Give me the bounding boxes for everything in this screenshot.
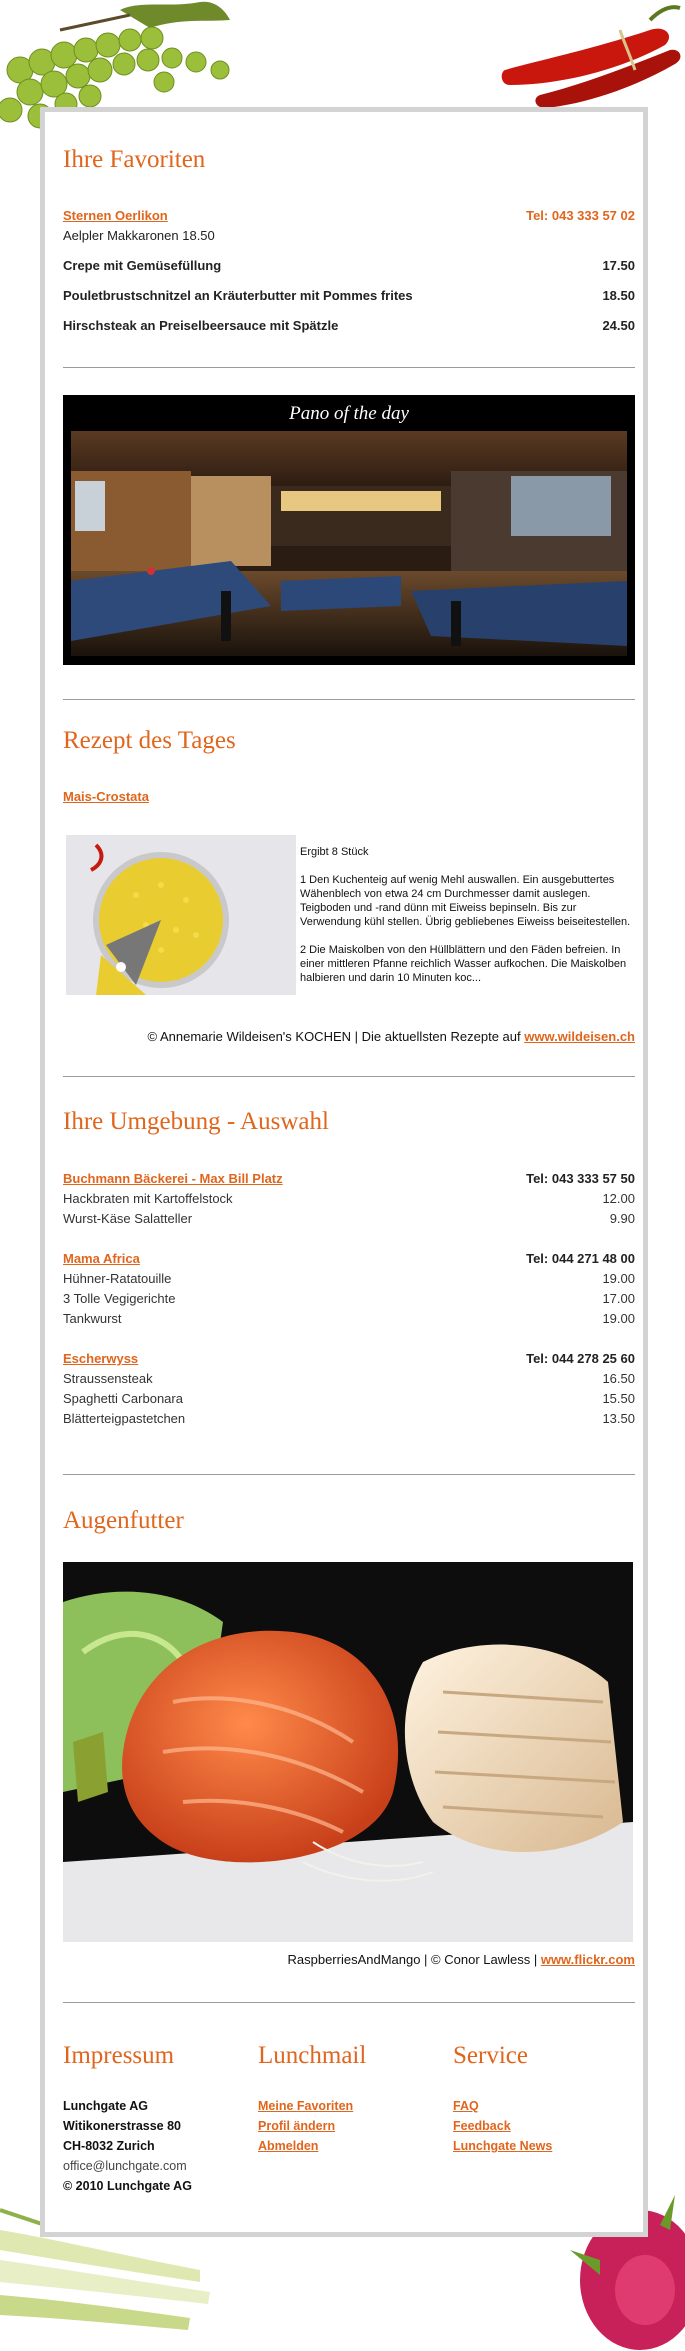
company-email[interactable]: office@lunchgate.com — [63, 2159, 187, 2173]
nearby-restaurant-row — [63, 1350, 635, 1368]
menu-item-row — [63, 1370, 635, 1388]
image-credit-text: RaspberriesAndMango | © Conor Lawless | — [287, 1952, 541, 1967]
menu-item-price: 19.00 — [602, 1271, 635, 1286]
menu-item-row — [63, 1410, 635, 1428]
menu-item-name: Spaghetti Carbonara — [63, 1391, 183, 1406]
menu-item-name: Tankwurst — [63, 1311, 122, 1326]
pano-restaurant-image[interactable] — [71, 431, 627, 656]
menu-item-price: 18.50 — [602, 288, 635, 303]
menu-item-price: 15.50 — [602, 1391, 635, 1406]
recipe-heading: Rezept des Tages — [63, 727, 236, 754]
section-divider — [63, 367, 635, 368]
menu-item-row — [63, 227, 635, 245]
footer-lunchmail — [258, 2042, 448, 2156]
menu-item-row — [63, 1310, 635, 1328]
edit-profile-link[interactable]: Profil ändern — [258, 2119, 336, 2133]
menu-item-row — [63, 317, 635, 335]
section-divider — [63, 1474, 635, 1475]
menu-item-name: Blätterteigpastetchen — [63, 1411, 186, 1426]
company-city: CH-8032 Zurich — [63, 2139, 155, 2153]
menu-item-name: Pouletbrustschnitzel an Kräuterbutter mit Pommes frites — [63, 288, 413, 303]
menu-item-row — [63, 1270, 635, 1288]
section-divider — [63, 1076, 635, 1077]
menu-item-price: 12.00 — [602, 1191, 635, 1206]
section-divider — [63, 2002, 635, 2003]
menu-item-name: Straussensteak — [63, 1371, 153, 1386]
menu-item-row — [63, 1190, 635, 1208]
pano-of-the-day[interactable] — [63, 395, 635, 665]
menu-item-price: 17.00 — [602, 1291, 635, 1306]
menu-item-price: 24.50 — [602, 318, 635, 333]
favorite-restaurant-tel: Tel: 043 333 57 02 — [526, 208, 635, 223]
nearby-heading: Ihre Umgebung - Auswahl — [63, 1108, 329, 1135]
menu-item-row — [63, 1210, 635, 1228]
menu-item-name: 3 Tolle Vegigerichte — [63, 1291, 176, 1306]
section-divider — [63, 699, 635, 700]
menu-item-name: Crepe mit Gemüsefüllung — [63, 258, 222, 273]
nearby-restaurant-row — [63, 1170, 635, 1188]
recipe-credit-text: © Annemarie Wildeisen's KOCHEN | Die aktuellsten Rezepte auf — [147, 1029, 525, 1044]
recipe-description — [300, 845, 636, 999]
image-credit — [287, 1952, 635, 1967]
lunchgate-news-link[interactable]: Lunchgate News — [453, 2139, 553, 2153]
copyright: © 2010 Lunchgate AG — [63, 2179, 192, 2193]
nearby-restaurant-link[interactable]: Mama Africa — [63, 1251, 140, 1266]
footer-impressum — [63, 2042, 253, 2196]
favorite-restaurant-link[interactable]: Sternen Oerlikon — [63, 208, 168, 223]
recipe-step: 1 Den Kuchenteig auf wenig Mehl auswallen. Ein ausgebuttertes Wähenblech von etwa 24 cm Durchmesser damit auslegen. Teigboden und -rand dünn mit Eiweiss bepinseln. Bis zur Verwendung kühl stellen. Übrig gebliebenes Eiweiss beiseitestellen. — [300, 874, 631, 928]
impressum-heading: Impressum — [63, 2042, 175, 2069]
company-street: Witikonerstrasse 80 — [63, 2119, 181, 2133]
menu-item-name: Wurst-Käse Salatteller — [63, 1211, 193, 1226]
menu-item-row — [63, 1390, 635, 1408]
favorites-heading: Ihre Favoriten — [63, 146, 206, 173]
menu-item-price: 9.90 — [609, 1211, 635, 1226]
menu-item-name: Aelpler Makkaronen 18.50 — [63, 228, 215, 243]
menu-item-price: 13.50 — [602, 1411, 635, 1426]
nearby-restaurant-tel: Tel: 043 333 57 50 — [526, 1171, 635, 1186]
nearby-restaurant-link[interactable]: Buchmann Bäckerei - Max Bill Platz — [63, 1171, 283, 1186]
menu-item-price: 16.50 — [602, 1371, 635, 1386]
feedback-link[interactable]: Feedback — [453, 2119, 511, 2133]
newsletter-card — [40, 107, 648, 2237]
menu-item-name: Hühner-Ratatouille — [63, 1271, 172, 1286]
menu-item-price: 19.00 — [602, 1311, 635, 1326]
recipe-image[interactable] — [66, 835, 296, 995]
sashimi-image[interactable] — [63, 1562, 633, 1942]
flickr-link[interactable]: www.flickr.com — [540, 1952, 635, 1967]
footer-service — [453, 2042, 643, 2156]
my-favorites-link[interactable]: Meine Favoriten — [258, 2099, 354, 2113]
favorite-restaurant-row — [63, 207, 635, 225]
menu-item-price: 17.50 — [602, 258, 635, 273]
service-heading: Service — [453, 2042, 528, 2069]
menu-item-name: Hirschsteak an Preiselbeersauce mit Spätzle — [63, 318, 339, 333]
recipe-link[interactable]: Mais-Crostata — [63, 789, 149, 804]
recipe-step: 2 Die Maiskolben von den Hüllblättern und den Fäden befreien. In einer mittleren Pfanne reichlich Wasser aufkochen. Die Maiskolben halbieren und darin 10 Minuten koc... — [300, 944, 627, 984]
faq-link[interactable]: FAQ — [453, 2099, 479, 2113]
menu-item-row — [63, 257, 635, 275]
unsubscribe-link[interactable]: Abmelden — [258, 2139, 319, 2153]
nearby-restaurant-link[interactable]: Escherwyss — [63, 1351, 139, 1366]
company-name: Lunchgate AG — [63, 2099, 148, 2113]
lunchmail-heading: Lunchmail — [258, 2042, 367, 2069]
menu-item-row — [63, 1290, 635, 1308]
wildeisen-link[interactable]: www.wildeisen.ch — [524, 1029, 635, 1044]
pano-title: Pano of the day — [289, 403, 409, 424]
chili-decoration — [500, 0, 685, 110]
nearby-restaurant-tel: Tel: 044 278 25 60 — [526, 1351, 635, 1366]
menu-item-name: Hackbraten mit Kartoffelstock — [63, 1191, 233, 1206]
menu-item-row — [63, 287, 635, 305]
recipe-yield: Ergibt 8 Stück — [300, 846, 369, 858]
recipe-credit — [148, 1029, 636, 1044]
nearby-restaurant-tel: Tel: 044 271 48 00 — [526, 1251, 635, 1266]
eyefood-heading: Augenfutter — [63, 1507, 184, 1534]
nearby-restaurant-row — [63, 1250, 635, 1268]
